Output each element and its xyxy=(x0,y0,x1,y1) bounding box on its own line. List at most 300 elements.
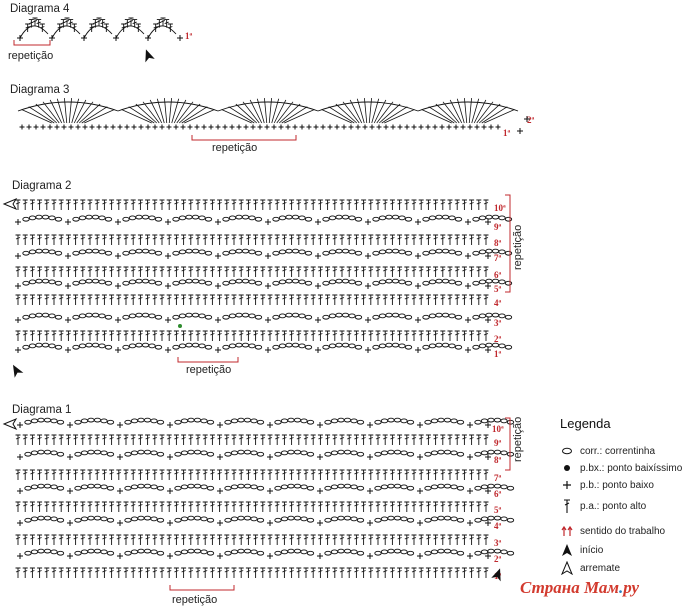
double-crochet-mark xyxy=(440,568,445,578)
double-crochet-mark xyxy=(203,235,208,245)
double-crochet-mark xyxy=(160,200,165,210)
chain-mark xyxy=(423,281,429,285)
double-crochet-mark xyxy=(167,470,172,480)
repeat-bracket-vertical xyxy=(505,418,510,470)
double-crochet-mark xyxy=(361,331,366,341)
chain-mark xyxy=(494,549,500,553)
chain-mark xyxy=(507,551,513,555)
chain-mark xyxy=(431,451,437,455)
double-crochet-mark xyxy=(476,535,481,545)
double-crochet-mark xyxy=(289,295,294,305)
double-crochet-mark xyxy=(404,331,409,341)
chain-mark xyxy=(225,420,231,424)
double-crochet-mark xyxy=(318,235,323,245)
double-crochet-mark xyxy=(167,435,172,445)
double-crochet-mark xyxy=(332,331,337,341)
chain-mark xyxy=(373,217,379,221)
chain-mark xyxy=(94,549,100,553)
double-crochet-mark xyxy=(426,331,431,341)
chain-mark xyxy=(479,250,485,254)
double-crochet-mark xyxy=(160,331,165,341)
chain-mark xyxy=(123,251,129,255)
chain-mark xyxy=(49,250,55,254)
double-crochet-mark xyxy=(138,470,143,480)
double-crochet-mark xyxy=(102,535,107,545)
double-crochet-mark xyxy=(246,470,251,480)
double-crochet-mark xyxy=(52,295,57,305)
chain-mark xyxy=(425,486,431,490)
chain-mark xyxy=(331,517,337,521)
chain-mark xyxy=(38,549,44,553)
chain-mark xyxy=(481,419,487,423)
chain-mark xyxy=(192,313,198,317)
chain-mark xyxy=(175,551,181,555)
double-crochet-mark xyxy=(354,535,359,545)
chain-mark xyxy=(188,516,194,520)
chain-mark xyxy=(275,518,281,522)
chain-mark xyxy=(344,516,350,520)
double-crochet-mark xyxy=(124,502,129,512)
chain-mark xyxy=(444,549,450,553)
double-crochet-mark xyxy=(455,235,460,245)
single-crochet-mark xyxy=(244,125,249,130)
chain-mark xyxy=(307,486,313,490)
single-crochet-mark xyxy=(65,253,71,259)
single-crochet-mark xyxy=(167,553,173,559)
chain-mark xyxy=(157,452,163,456)
double-crochet-mark xyxy=(95,502,100,512)
double-crochet-mark xyxy=(224,331,229,341)
chain-mark xyxy=(129,280,135,284)
chain-mark xyxy=(36,249,42,253)
chain-mark xyxy=(429,344,435,348)
chain-mark xyxy=(299,314,305,318)
single-crochet-mark xyxy=(272,125,277,130)
chain-mark xyxy=(138,450,144,454)
double-crochet-mark xyxy=(188,200,193,210)
chain-mark xyxy=(157,486,163,490)
chain-mark xyxy=(386,215,392,219)
chain-mark xyxy=(107,551,113,555)
chain-mark xyxy=(49,216,55,220)
double-crochet-mark xyxy=(44,267,49,277)
double-crochet-mark xyxy=(462,470,467,480)
double-crochet-mark xyxy=(224,435,229,445)
single-crochet-mark xyxy=(215,219,221,225)
chain-mark xyxy=(242,279,248,283)
double-crochet-mark xyxy=(95,470,100,480)
fan-stitch xyxy=(474,100,486,123)
chain-mark xyxy=(38,516,44,520)
double-crochet-mark xyxy=(304,200,309,210)
chain-mark xyxy=(286,313,292,317)
chain-mark xyxy=(273,281,279,285)
single-crochet-mark xyxy=(165,219,171,225)
chain-mark xyxy=(286,279,292,283)
double-crochet-mark xyxy=(188,435,193,445)
chain-mark xyxy=(488,418,494,422)
chain-mark xyxy=(349,216,355,220)
double-crochet-mark xyxy=(289,435,294,445)
chain-mark xyxy=(442,313,448,317)
shell-arc xyxy=(52,26,80,38)
double-crochet-mark xyxy=(210,331,215,341)
chain-mark xyxy=(136,279,142,283)
single-crochet-mark xyxy=(317,488,323,494)
chain-mark xyxy=(249,216,255,220)
double-crochet-mark xyxy=(397,200,402,210)
chain-mark xyxy=(436,279,442,283)
double-crochet-mark xyxy=(448,331,453,341)
double-crochet-mark xyxy=(433,470,438,480)
single-crochet-mark xyxy=(217,520,223,526)
double-crochet-mark xyxy=(476,331,481,341)
chain-mark xyxy=(307,452,313,456)
double-crochet-mark xyxy=(232,267,237,277)
double-crochet-mark xyxy=(196,435,201,445)
chain-mark xyxy=(101,550,107,554)
double-crochet-mark xyxy=(376,267,381,277)
double-crochet-mark xyxy=(145,331,150,341)
double-crochet-mark xyxy=(426,502,431,512)
double-crochet-mark xyxy=(325,235,330,245)
double-crochet-mark xyxy=(217,535,222,545)
double-crochet-mark xyxy=(109,435,114,445)
chain-mark xyxy=(494,418,500,422)
chain-mark xyxy=(99,314,105,318)
chain-mark xyxy=(151,419,157,423)
double-crochet-mark xyxy=(174,200,179,210)
chain-mark xyxy=(342,279,348,283)
chain-mark xyxy=(479,314,485,318)
double-crochet-mark xyxy=(124,535,129,545)
single-crochet-mark xyxy=(167,422,173,428)
double-crochet-mark xyxy=(325,267,330,277)
double-crochet-mark xyxy=(426,470,431,480)
d2-row-label-9: 9ª xyxy=(494,222,502,232)
double-crochet-mark xyxy=(109,331,114,341)
chain-mark xyxy=(401,485,407,489)
double-crochet-mark xyxy=(296,267,301,277)
single-crochet-mark xyxy=(265,283,271,289)
double-crochet-mark xyxy=(419,200,424,210)
legend-item-label: p.b.: ponto baixo xyxy=(580,479,654,491)
single-crochet-mark xyxy=(485,347,491,353)
double-crochet-mark xyxy=(476,470,481,480)
double-crochet-mark xyxy=(224,267,229,277)
double-crochet-mark xyxy=(44,502,49,512)
chain-mark xyxy=(86,343,92,347)
chain-mark xyxy=(88,516,94,520)
double-crochet-mark xyxy=(59,435,64,445)
single-crochet-mark xyxy=(67,488,73,494)
double-crochet-mark xyxy=(145,470,150,480)
double-crochet-mark xyxy=(52,535,57,545)
chain-mark xyxy=(325,551,331,555)
double-crochet-mark xyxy=(260,470,265,480)
chain-mark xyxy=(194,450,200,454)
double-crochet-mark xyxy=(181,470,186,480)
chain-mark xyxy=(451,419,457,423)
chain-mark xyxy=(331,550,337,554)
double-crochet-mark xyxy=(325,470,330,480)
double-crochet-mark xyxy=(167,235,172,245)
chain-mark xyxy=(375,420,381,424)
chain-mark xyxy=(192,249,198,253)
chain-mark xyxy=(92,343,98,347)
chain-mark xyxy=(505,251,511,255)
diagram-1-title: Diagrama 1 xyxy=(12,404,72,416)
double-crochet-mark xyxy=(412,568,417,578)
double-crochet-mark xyxy=(23,235,28,245)
single-crochet-mark xyxy=(65,283,71,289)
double-crochet-mark xyxy=(124,470,129,480)
single-crochet-mark xyxy=(27,125,32,130)
chain-mark xyxy=(205,315,211,319)
chain-mark xyxy=(92,313,98,317)
chain-mark xyxy=(136,343,142,347)
double-crochet-mark xyxy=(37,267,42,277)
double-crochet-mark xyxy=(52,331,57,341)
chain-mark xyxy=(479,344,485,348)
double-crochet-mark xyxy=(124,235,129,245)
double-crochet-mark xyxy=(66,435,71,445)
d2-row-label-5: 5ª xyxy=(494,284,502,294)
single-crochet-mark xyxy=(165,253,171,259)
double-crochet-mark xyxy=(145,435,150,445)
double-crochet-mark xyxy=(174,470,179,480)
double-crochet-mark xyxy=(376,535,381,545)
double-crochet-mark xyxy=(289,331,294,341)
double-crochet-mark xyxy=(217,235,222,245)
chain-mark xyxy=(36,343,42,347)
double-crochet-mark xyxy=(412,235,417,245)
double-crochet-mark xyxy=(304,502,309,512)
chain-mark xyxy=(142,215,148,219)
fan-stitch xyxy=(274,100,286,123)
double-crochet-mark xyxy=(433,331,438,341)
double-crochet-mark xyxy=(469,435,474,445)
double-crochet-mark xyxy=(116,535,121,545)
d1-row-label-7: 7ª xyxy=(494,473,502,483)
chain-mark xyxy=(44,516,50,520)
single-crochet-mark xyxy=(485,253,491,259)
single-crochet-mark xyxy=(97,125,102,130)
double-crochet-mark xyxy=(433,267,438,277)
single-crochet-mark xyxy=(267,454,273,460)
chain-mark xyxy=(438,549,444,553)
double-crochet-mark xyxy=(124,200,129,210)
chain-mark xyxy=(425,420,431,424)
double-crochet-mark xyxy=(102,267,107,277)
chain-mark xyxy=(36,215,42,219)
chain-mark xyxy=(25,486,31,490)
single-crochet-mark xyxy=(167,520,173,526)
double-crochet-mark xyxy=(383,502,388,512)
double-crochet-mark xyxy=(174,435,179,445)
chain-mark xyxy=(294,418,300,422)
chain-mark xyxy=(242,215,248,219)
chain-mark xyxy=(107,486,113,490)
double-crochet-mark xyxy=(102,470,107,480)
double-crochet-mark xyxy=(340,267,345,277)
single-crochet-mark xyxy=(237,125,242,130)
chain-mark xyxy=(507,486,513,490)
double-crochet-mark xyxy=(44,435,49,445)
single-crochet-mark xyxy=(384,125,389,130)
chain-mark xyxy=(481,517,487,521)
double-crochet-mark xyxy=(239,331,244,341)
chain-mark xyxy=(144,450,150,454)
double-crochet-mark xyxy=(347,267,352,277)
chain-mark xyxy=(179,280,185,284)
double-crochet-mark xyxy=(73,200,78,210)
double-crochet-mark xyxy=(433,235,438,245)
chain-mark xyxy=(73,345,79,349)
double-crochet-mark xyxy=(361,295,366,305)
single-crochet-mark xyxy=(315,347,321,353)
single-crochet-mark xyxy=(415,347,421,353)
chain-mark xyxy=(342,249,348,253)
chain-mark xyxy=(273,345,279,349)
double-crochet-mark xyxy=(246,502,251,512)
chain-mark xyxy=(351,517,357,521)
chain-mark xyxy=(442,215,448,219)
double-crochet-mark xyxy=(455,535,460,545)
double-crochet-mark xyxy=(95,331,100,341)
single-crochet-mark xyxy=(465,317,471,323)
double-crochet-mark xyxy=(152,535,157,545)
double-crochet-mark xyxy=(181,502,186,512)
chain-mark xyxy=(338,418,344,422)
chain-mark xyxy=(249,280,255,284)
double-crochet-mark xyxy=(390,435,395,445)
double-crochet-mark xyxy=(448,470,453,480)
chain-mark xyxy=(286,215,292,219)
double-crochet-mark xyxy=(448,502,453,512)
double-crochet-mark xyxy=(73,470,78,480)
double-crochet-mark xyxy=(59,535,64,545)
double-crochet-mark xyxy=(246,295,251,305)
double-crochet-mark xyxy=(275,295,280,305)
chain-mark xyxy=(431,550,437,554)
chain-mark xyxy=(423,315,429,319)
chain-mark xyxy=(205,345,211,349)
double-crochet-mark xyxy=(239,470,244,480)
single-crochet-mark xyxy=(115,283,121,289)
double-crochet-mark xyxy=(282,435,287,445)
chain-mark xyxy=(175,518,181,522)
chain-mark xyxy=(405,217,411,221)
double-crochet-mark xyxy=(347,235,352,245)
chain-mark xyxy=(255,251,261,255)
double-crochet-mark xyxy=(448,267,453,277)
legend-item-finish xyxy=(560,561,620,575)
double-crochet-mark xyxy=(390,535,395,545)
double-crochet-mark xyxy=(16,235,21,245)
double-crochet-mark xyxy=(174,331,179,341)
chain-mark xyxy=(407,452,413,456)
chain-mark xyxy=(225,551,231,555)
double-crochet-mark xyxy=(440,535,445,545)
chain-mark xyxy=(244,450,250,454)
double-crochet-mark xyxy=(196,331,201,341)
chain-mark xyxy=(92,279,98,283)
single-crochet-mark xyxy=(165,317,171,323)
d4-row-label-1: 1ª xyxy=(185,31,193,41)
double-crochet-mark xyxy=(311,568,316,578)
chain-mark xyxy=(257,518,263,522)
chain-mark xyxy=(36,279,42,283)
double-crochet-mark xyxy=(131,568,136,578)
double-crochet-mark xyxy=(426,235,431,245)
chain-mark xyxy=(494,484,500,488)
double-crochet-mark xyxy=(167,295,172,305)
single-crochet-mark xyxy=(265,347,271,353)
chain-mark xyxy=(392,343,398,347)
chain-mark xyxy=(294,549,300,553)
double-crochet-mark xyxy=(275,435,280,445)
chain-mark xyxy=(31,419,37,423)
chain-mark xyxy=(344,484,350,488)
chain-mark xyxy=(475,420,481,424)
chain-mark xyxy=(488,484,494,488)
single-crochet-mark xyxy=(467,488,473,494)
double-crochet-mark xyxy=(52,470,57,480)
chain-mark xyxy=(207,518,213,522)
double-crochet-mark xyxy=(275,200,280,210)
single-crochet-mark xyxy=(367,422,373,428)
double-crochet-mark xyxy=(289,568,294,578)
double-crochet-mark xyxy=(484,568,489,578)
chain-mark xyxy=(181,419,187,423)
double-crochet-mark xyxy=(268,235,273,245)
double-crochet-mark xyxy=(138,435,143,445)
double-crochet-mark xyxy=(160,535,165,545)
chain-mark xyxy=(451,550,457,554)
double-crochet-mark xyxy=(210,535,215,545)
double-crochet-mark xyxy=(296,502,301,512)
single-crochet-mark xyxy=(415,317,421,323)
double-crochet-mark xyxy=(116,295,121,305)
chain-mark xyxy=(205,251,211,255)
double-crochet-mark xyxy=(88,235,93,245)
double-crochet-mark xyxy=(484,435,489,445)
double-crochet-mark xyxy=(37,435,42,445)
single-crochet-mark xyxy=(485,317,491,323)
double-crochet-mark xyxy=(160,502,165,512)
double-crochet-mark xyxy=(188,470,193,480)
double-crochet-mark xyxy=(354,568,359,578)
double-crochet-mark xyxy=(448,535,453,545)
double-crochet-mark xyxy=(80,535,85,545)
single-crochet-mark xyxy=(465,283,471,289)
double-crochet-mark xyxy=(160,235,165,245)
double-crochet-mark xyxy=(268,435,273,445)
single-crochet-mark xyxy=(349,125,354,130)
chain-mark xyxy=(381,517,387,521)
double-crochet-mark xyxy=(152,568,157,578)
double-crochet-mark xyxy=(361,435,366,445)
chain-mark xyxy=(399,280,405,284)
chain-mark xyxy=(49,344,55,348)
double-crochet-mark xyxy=(462,331,467,341)
legend-item-slip-stitch xyxy=(560,461,682,475)
legend-item-single-crochet xyxy=(560,478,654,492)
diagram-4-repeat-label: repetição xyxy=(8,50,54,62)
double-crochet-mark xyxy=(210,470,215,480)
double-crochet-mark xyxy=(73,535,78,545)
